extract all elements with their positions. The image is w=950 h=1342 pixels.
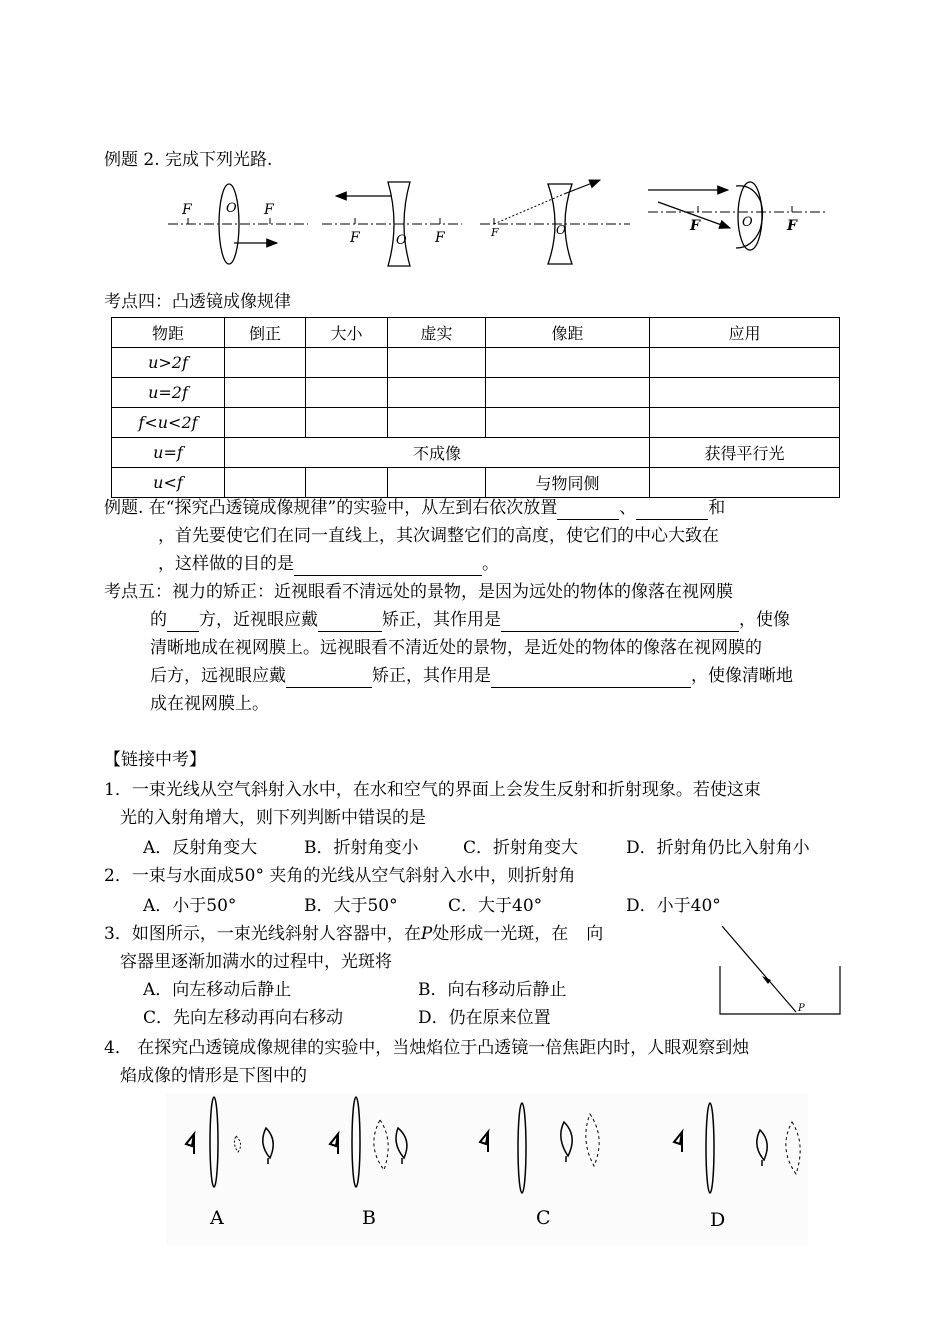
table-row: [112, 348, 840, 378]
table-cell: [225, 468, 306, 498]
section5-line-2: [150, 608, 790, 632]
table-row: [112, 468, 840, 498]
q1-line-2: 光的入射角增大，则下列判断中错误的是: [120, 808, 426, 828]
focus-label: F: [491, 226, 499, 239]
no-image-cell: 不成像: [225, 438, 650, 468]
table-cell: [650, 468, 840, 498]
example-line-1: [104, 496, 725, 520]
q3-text: 处形成一光斑，在: [432, 924, 569, 944]
table-row: [112, 378, 840, 408]
table-row-label: u>2f: [112, 348, 225, 378]
focus-label: F: [690, 218, 700, 234]
container-light-figure: [716, 924, 846, 1016]
blank-line: [318, 613, 382, 632]
option-d-label: D: [710, 1209, 726, 1231]
optical-center-label: O: [556, 223, 566, 237]
option-b-label: B: [362, 1207, 376, 1229]
section5-line-1: 考点五：视力的矫正：近视眼看不清远处的景物，是因为远处的物体的像落在视网膜: [104, 582, 733, 602]
example-text: 和: [708, 498, 726, 518]
example-text: ，这样做的目的是: [158, 554, 294, 574]
table-row-label: f<u<2f: [112, 408, 225, 438]
blank-line: [636, 501, 708, 520]
example-text: 例题. 在“探究凸透镜成像规律”的实验中，从左到右依次放置: [104, 498, 558, 518]
option-a-label: A: [210, 1207, 224, 1229]
imaging-rule-table: [111, 317, 840, 498]
section5-text: 的: [150, 610, 167, 630]
table-header-cell: 虚实: [388, 318, 486, 348]
q1-option-d: D．折射角仍比入射角小: [626, 838, 810, 858]
section5-text: 矫正，其作用是: [372, 666, 491, 686]
option-c-label: C: [536, 1207, 551, 1229]
section5-text: 后方，远视眼应戴: [150, 666, 286, 686]
q3-text: 3．如图所示，一束光线斜射人容器中，在: [104, 924, 421, 944]
example-text: 。: [482, 554, 499, 574]
q2-option-b: B．大于50°: [304, 896, 398, 916]
table-cell: [306, 408, 388, 438]
table-cell: [225, 408, 306, 438]
table-cell: [650, 408, 840, 438]
table-header-cell: 像距: [486, 318, 650, 348]
q2-line-1: 2．一束与水面成50° 夹角的光线从空气斜射入水中，则折射角: [104, 866, 576, 886]
q2-option-a: A．小于50°: [143, 896, 237, 916]
blank-line: [167, 613, 199, 632]
concave-lens-figure-2: [322, 182, 462, 266]
q3-line-1: [104, 922, 603, 946]
table-cell: [306, 378, 388, 408]
table-cell: [306, 348, 388, 378]
q4-line-2: 焰成像的情形是下图中的: [120, 1066, 307, 1086]
example-line-2: ，首先要使它们在同一直线上，其次调整它们的高度，使它们的中心大致在: [158, 526, 719, 546]
table-header-cell: 应用: [650, 318, 840, 348]
example-line-3: [158, 552, 499, 576]
table-cell: [486, 378, 650, 408]
q3-point-label: P: [420, 924, 433, 944]
optical-center-label: O: [396, 233, 407, 248]
convex-lens-figure-4: [648, 182, 828, 250]
q2-option-d: D．小于40°: [626, 896, 721, 916]
section5-text: ，使像清晰地: [691, 666, 793, 686]
table-cell: [388, 348, 486, 378]
table-header-row: [112, 318, 840, 348]
blank-line: [286, 669, 372, 688]
table-cell: [306, 468, 388, 498]
q1-option-a: A．反射角变大: [143, 838, 258, 858]
q3-line-2: 容器里逐渐加满水的过程中，光斑将: [120, 952, 392, 972]
focus-label: F: [787, 218, 797, 234]
example2-title: 例题 2. 完成下列光路.: [104, 150, 273, 170]
q2-option-c: C．大于40°: [448, 896, 543, 916]
lens-ray-diagrams: [160, 176, 840, 268]
spot-p-label: P: [798, 1003, 805, 1014]
section5-line-3: 清晰地成在视网膜上。远视眼看不清近处的景物，是近处的物体的像落在视网膜的: [150, 638, 762, 658]
candle-image-options: [166, 1094, 808, 1246]
table-cell: [388, 378, 486, 408]
q4-line-1: 4． 在探究凸透镜成像规律的实验中，当烛焰位于凸透镜一倍焦距内时，人眼观察到烛: [104, 1038, 750, 1058]
q3-option-c: C．先向左移动再向右移动: [143, 1008, 344, 1028]
q3-text: 向: [586, 924, 604, 944]
same-side-cell: 与物同侧: [486, 468, 650, 498]
table-header-cell: 物距: [112, 318, 225, 348]
q3-option-d: D．仍在原来位置: [418, 1008, 551, 1028]
table-cell: [486, 348, 650, 378]
focus-label: F: [435, 230, 445, 246]
table-cell: [650, 348, 840, 378]
q3-option-b: B．向右移动后静止: [418, 980, 567, 1000]
optical-center-label: O: [226, 201, 237, 216]
table-header-cell: 大小: [306, 318, 388, 348]
table-cell: [388, 408, 486, 438]
table-row: [112, 408, 840, 438]
section4-title: 考点四：凸透镜成像规律: [104, 292, 291, 312]
q1-option-c: C．折射角变大: [463, 838, 579, 858]
optical-center-label: O: [742, 215, 753, 230]
section5-text: ，使像: [739, 610, 790, 630]
section5-text: 矫正，其作用是: [382, 610, 501, 630]
focus-label: F: [264, 202, 274, 218]
q3-option-a: A．向左移动后静止: [143, 980, 292, 1000]
section5-text: 方，近视眼应戴: [199, 610, 318, 630]
table-cell: [225, 378, 306, 408]
table-cell: [486, 408, 650, 438]
q1-option-b: B．折射角变小: [304, 838, 419, 858]
table-row-label: u=f: [112, 438, 225, 468]
table-cell: [650, 378, 840, 408]
blank-line: [501, 613, 739, 632]
parallel-light-cell: 获得平行光: [650, 438, 840, 468]
focus-label: F: [182, 202, 192, 218]
convex-lens-figure-1: [168, 184, 308, 264]
table-cell: [388, 468, 486, 498]
blank-line: [294, 557, 482, 576]
table-row: [112, 438, 840, 468]
q1-line-1: 1．一束光线从空气斜射入水中，在水和空气的界面上会发生反射和折射现象。若使这束: [104, 780, 761, 800]
table-header-cell: 倒正: [225, 318, 306, 348]
blank-line: [491, 669, 691, 688]
link-section-title: 【链接中考】: [104, 750, 206, 770]
section5-line-5: 成在视网膜上。: [150, 694, 269, 714]
table-row-label: u<f: [112, 468, 225, 498]
concave-lens-figure-3: [480, 180, 630, 264]
blank-line: [557, 501, 619, 520]
example-text: 、: [619, 498, 637, 518]
section5-line-4: [150, 664, 793, 688]
table-row-label: u=2f: [112, 378, 225, 408]
focus-label: F: [350, 230, 360, 246]
table-cell: [225, 348, 306, 378]
